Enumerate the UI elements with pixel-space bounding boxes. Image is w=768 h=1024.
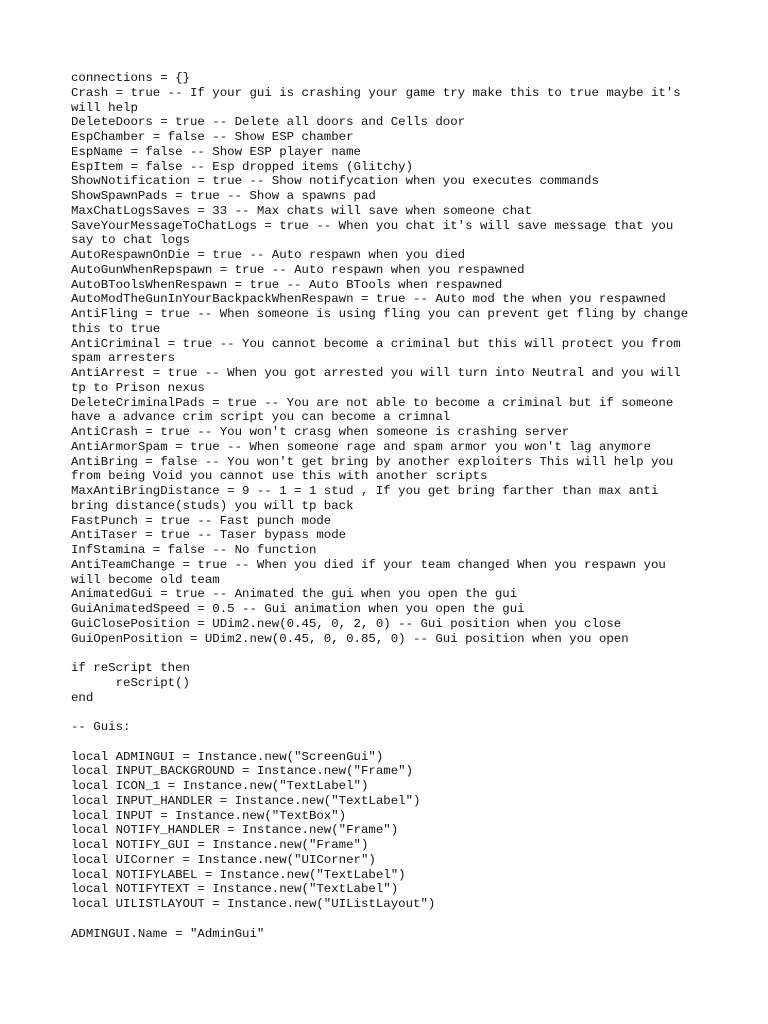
code-line: connections = {}: [71, 71, 190, 85]
code-line: MaxAntiBringDistance = 9 -- 1 = 1 stud , If you get bring farther than max anti: [71, 484, 659, 498]
code-line: local NOTIFY_HANDLER = Instance.new("Frame"): [71, 823, 399, 838]
code-line: EspName = false -- Show ESP player name: [71, 144, 361, 159]
code-line: SaveYourMessageToChatLogs = true -- When you chat it's will save message that you: [71, 218, 674, 233]
code-line: AntiArmorSpam = true -- When someone rage and spam armor you won't lag anymore: [71, 439, 651, 454]
code-line: if reScript then: [71, 661, 190, 675]
code-line: will help: [71, 100, 138, 115]
code-line: local INPUT_HANDLER = Instance.new("TextLabel"): [71, 793, 421, 808]
code-line: say to chat logs: [71, 233, 190, 248]
code-document: [71, 71, 701, 941]
code-line: AutoBToolsWhenRespawn = true -- Auto BTools when respawned: [71, 277, 503, 292]
code-line: local NOTIFYTEXT = Instance.new("TextLabel"): [71, 882, 399, 897]
code-line: local ADMINGUI = Instance.new("ScreenGui"): [71, 749, 384, 764]
code-line: ShowNotification = true -- Show notifycation when you executes commands: [71, 174, 599, 189]
code-line: tp to Prison nexus: [71, 380, 205, 395]
code-line: AntiTaser = true -- Taser bypass mode: [71, 528, 347, 543]
code-line: AntiFling = true -- When someone is using fling you can prevent get fling by change: [71, 307, 689, 321]
code-line: AntiBring = false -- You won't get bring by another exploiters This will help you: [71, 454, 674, 469]
code-line: AutoRespawnOnDie = true -- Auto respawn when you died: [71, 248, 466, 262]
code-line: DeleteCriminalPads = true -- You are not able to become a criminal but if someone: [71, 395, 674, 410]
code-line: AntiCriminal = true -- You cannot become a criminal but this will protect you from: [71, 336, 681, 351]
code-line: from being Void you cannot use this with another scripts: [71, 469, 488, 484]
blank-line: [71, 912, 701, 927]
blank-line: [71, 735, 701, 750]
code-line: spam arresters: [71, 351, 176, 366]
code-line: FastPunch = true -- Fast punch mode: [71, 513, 332, 528]
code-line: local NOTIFYLABEL = Instance.new("TextLabel"): [71, 867, 406, 882]
code-line: Crash = true -- If your gui is crashing your game try make this to true maybe it's: [71, 85, 681, 100]
code-line: EspChamber = false -- Show ESP chamber: [71, 130, 354, 144]
code-line: GuiAnimatedSpeed = 0.5 -- Gui animation when you open the gui: [71, 602, 525, 616]
code-line: AntiArrest = true -- When you got arrested you will turn into Neutral and you will: [71, 366, 681, 380]
code-line: -- Guis:: [71, 720, 131, 734]
code-line: AntiTeamChange = true -- When you died if your team changed When you respawn you: [71, 557, 666, 572]
code-line: AntiCrash = true -- You won't crasg when someone is crashing server: [71, 425, 570, 439]
code-line: will become old team: [71, 572, 220, 587]
code-line: local INPUT = Instance.new("TextBox"): [71, 808, 347, 823]
code-line: end: [71, 690, 94, 705]
code-line: GuiClosePosition = UDim2.new(0.45, 0, 2, 0) -- Gui position when you close: [71, 616, 622, 631]
code-line: AutoGunWhenRepspawn = true -- Auto respawn when you respawned: [71, 262, 525, 277]
code-line: GuiOpenPosition = UDim2.new(0.45, 0, 0.85, 0) -- Gui position when you open: [71, 631, 629, 646]
code-line: bring distance(studs) you will tp back: [71, 498, 354, 513]
code-line: ShowSpawnPads = true -- Show a spawns pad: [71, 189, 376, 203]
code-line: local ICON_1 = Instance.new("TextLabel"): [71, 779, 369, 793]
code-line: ADMINGUI.Name = "AdminGui": [71, 926, 265, 941]
code-line: DeleteDoors = true -- Delete all doors and Cells door: [71, 115, 466, 130]
code-line: reScript(): [71, 675, 190, 690]
code-line: EspItem = false -- Esp dropped items (Glitchy): [71, 159, 414, 174]
blank-line: [71, 646, 701, 661]
code-line: this to true: [71, 321, 161, 336]
code-line: AutoModTheGunInYourBackpackWhenRespawn = true -- Auto mod the when you respawned: [71, 292, 666, 307]
code-line: have a advance crim script you can become a crimnal: [71, 410, 451, 425]
code-line: local UICorner = Instance.new("UICorner"): [71, 852, 376, 867]
blank-line: [71, 705, 701, 720]
code-line: AnimatedGui = true -- Animated the gui when you open the gui: [71, 587, 518, 602]
code-line: InfStamina = false -- No function: [71, 543, 317, 557]
code-line: local INPUT_BACKGROUND = Instance.new("Frame"): [71, 764, 414, 779]
code-line: local UILISTLAYOUT = Instance.new("UIListLayout"): [71, 897, 436, 911]
code-line: MaxChatLogsSaves = 33 -- Max chats will save when someone chat: [71, 203, 533, 218]
code-line: local NOTIFY_GUI = Instance.new("Frame"): [71, 838, 369, 852]
